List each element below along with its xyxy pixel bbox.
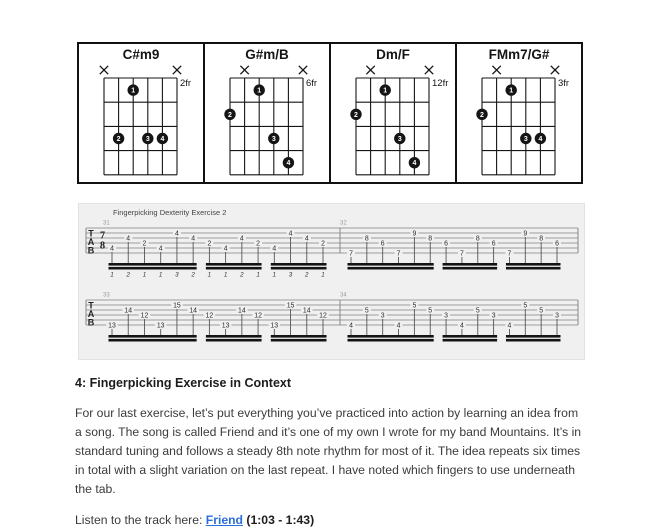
listen-line xyxy=(75,513,588,527)
tab-fret-number: 5 xyxy=(523,302,528,310)
fingering-number: 3 xyxy=(288,271,293,279)
tab-fret-number: 4 xyxy=(175,230,179,238)
tab-fret-number: 7 xyxy=(396,250,401,258)
beam xyxy=(348,335,434,338)
track-time-range: (1:03 - 1:43) xyxy=(246,513,315,527)
tab-fret-number: 4 xyxy=(223,245,228,253)
beam xyxy=(206,263,262,266)
chord-diagram xyxy=(457,44,581,182)
svg-text:3: 3 xyxy=(397,136,402,143)
fingering-number: 1 xyxy=(223,271,228,279)
section-heading: 4: Fingerpicking Exercise in Context xyxy=(75,376,292,390)
tab-fret-number: 12 xyxy=(140,312,149,320)
tab-fret-number: 8 xyxy=(475,235,480,243)
tab-fret-number: 3 xyxy=(444,312,448,320)
tab-fret-number: 8 xyxy=(364,235,369,243)
measure-number: 32 xyxy=(340,220,347,227)
chord-diagrams-panel xyxy=(77,42,583,184)
tab-fret-number: 4 xyxy=(191,235,196,243)
svg-text:4: 4 xyxy=(538,136,543,143)
beam xyxy=(506,335,561,338)
fingering-number: 1 xyxy=(256,271,260,279)
svg-text:4: 4 xyxy=(286,160,291,168)
chord-name: Dm/F xyxy=(376,47,410,62)
fingering-number: 1 xyxy=(321,271,325,279)
fingering-number: 3 xyxy=(175,271,179,279)
beam xyxy=(271,335,327,338)
tab-fret-number: 4 xyxy=(239,235,244,243)
beam xyxy=(506,263,561,266)
tab-fret-number: 8 xyxy=(539,235,544,243)
measure-number: 31 xyxy=(103,220,110,227)
tab-fret-number: 12 xyxy=(254,312,262,320)
measure-number: 33 xyxy=(103,292,110,299)
tab-fret-number: 3 xyxy=(380,312,385,320)
chord-grid-svg xyxy=(457,44,581,182)
chord-grid-svg xyxy=(331,44,455,182)
tab-clef: B xyxy=(87,317,95,328)
tab-fret-number: 4 xyxy=(288,230,293,238)
fingering-number: 1 xyxy=(110,271,114,279)
tab-fret-number: 4 xyxy=(304,235,309,243)
fret-position-label: 6fr xyxy=(306,78,318,89)
svg-text:2: 2 xyxy=(480,111,484,119)
tab-fret-number: 5 xyxy=(539,307,544,315)
tab-clef: B xyxy=(87,245,95,256)
tab-fret-number: 4 xyxy=(349,322,353,330)
svg-text:4: 4 xyxy=(412,160,417,168)
fingering-number: 1 xyxy=(272,271,277,279)
time-signature-bottom: 8 xyxy=(99,240,106,252)
tab-fret-number: 4 xyxy=(396,322,401,330)
tab-title: Fingerpicking Dexterity Exercise 2 xyxy=(113,208,227,217)
svg-text:3: 3 xyxy=(523,136,528,143)
fingering-number: 1 xyxy=(142,271,147,279)
beam xyxy=(443,335,498,338)
tab-fret-number: 6 xyxy=(555,240,559,248)
svg-text:1: 1 xyxy=(131,87,136,95)
tab-fret-number: 14 xyxy=(238,307,246,315)
tab-fret-number: 9 xyxy=(523,230,528,238)
tab-fret-number: 6 xyxy=(444,240,448,248)
tab-fret-number: 4 xyxy=(126,235,131,243)
fret-position-label: 2fr xyxy=(180,78,192,89)
chord-grid-svg xyxy=(205,44,329,182)
tab-fret-number: 2 xyxy=(256,240,260,248)
tab-fret-number: 4 xyxy=(110,245,114,253)
tab-svg xyxy=(79,204,584,359)
svg-text:2: 2 xyxy=(228,111,232,119)
tab-fret-number: 3 xyxy=(491,312,496,320)
tab-fret-number: 5 xyxy=(364,307,369,315)
lesson-text-section xyxy=(75,368,588,527)
tab-fret-number: 15 xyxy=(286,302,295,310)
svg-text:1: 1 xyxy=(509,87,514,95)
tab-clef: T xyxy=(88,300,94,311)
tab-fret-number: 13 xyxy=(270,322,279,330)
tab-fret-number: 15 xyxy=(173,302,181,310)
beam xyxy=(271,263,327,266)
chord-diagram xyxy=(205,44,331,182)
tab-fret-number: 2 xyxy=(207,240,212,248)
tab-clef: A xyxy=(87,309,95,319)
svg-text:3: 3 xyxy=(145,136,150,143)
tab-fret-number: 12 xyxy=(205,312,214,320)
svg-text:1: 1 xyxy=(257,87,262,95)
tab-fret-number: 4 xyxy=(272,245,277,253)
tab-fret-number: 2 xyxy=(321,240,325,248)
tab-fret-number: 6 xyxy=(380,240,385,248)
measure-number: 34 xyxy=(340,292,347,299)
fret-position-label: 12fr xyxy=(432,78,449,89)
fingering-number: 1 xyxy=(207,271,212,279)
tab-fret-number: 5 xyxy=(428,307,433,315)
tab-fret-number: 5 xyxy=(475,307,480,315)
tab-fret-number: 7 xyxy=(507,250,512,258)
tab-clef: A xyxy=(87,237,95,247)
tab-fret-number: 7 xyxy=(349,250,353,258)
tab-fret-number: 3 xyxy=(555,312,559,320)
svg-text:2: 2 xyxy=(116,136,121,143)
chord-grid-svg xyxy=(79,44,203,182)
tab-fret-number: 14 xyxy=(124,307,133,315)
tab-fret-number: 13 xyxy=(156,322,165,330)
chord-name: G#m/B xyxy=(245,47,289,62)
chord-name: C#m9 xyxy=(122,47,160,62)
chord-diagram xyxy=(79,44,205,182)
tab-fret-number: 4 xyxy=(507,322,512,330)
beam xyxy=(109,335,197,338)
fingering-number: 2 xyxy=(191,271,195,279)
body-paragraph: For our last exercise, let’s put everything you’ve practiced into action by learning an idea from a song. The song is called Friend and it’s one of my own I wrote for my band Mountains. It’s in standard tuning and follows a steady 8th note rhythm for most of it. The idea repeats six times in total with a slight variation on the last repeat. I have noted which fingers to use underneath the tab. xyxy=(75,406,582,496)
beam xyxy=(109,263,197,266)
chord-name: FMm7/G# xyxy=(488,47,550,62)
tab-fret-number: 13 xyxy=(108,322,116,330)
tab-fret-number: 4 xyxy=(460,322,464,330)
svg-text:3: 3 xyxy=(271,136,276,143)
fret-position-label: 3fr xyxy=(558,78,570,89)
svg-text:1: 1 xyxy=(383,87,388,95)
tab-fret-number: 7 xyxy=(460,250,464,258)
beam xyxy=(348,263,434,266)
tab-fret-number: 2 xyxy=(142,240,147,248)
tab-fret-number: 14 xyxy=(189,307,197,315)
tab-fret-number: 5 xyxy=(412,302,417,310)
svg-text:2: 2 xyxy=(354,111,358,119)
friend-track-link[interactable]: Friend xyxy=(205,513,243,527)
tab-fret-number: 9 xyxy=(412,230,417,238)
fingering-number: 2 xyxy=(240,271,244,279)
tab-clef: T xyxy=(88,228,94,239)
time-signature-top: 7 xyxy=(99,230,106,242)
svg-text:4: 4 xyxy=(160,136,165,143)
tab-fret-number: 8 xyxy=(428,235,433,243)
listen-prefix: Listen to the track here: xyxy=(75,513,206,527)
tab-fret-number: 13 xyxy=(221,322,230,330)
tab-fret-number: 6 xyxy=(491,240,496,248)
chord-diagram xyxy=(331,44,457,182)
fingering-number: 2 xyxy=(305,271,309,279)
fingering-number: 2 xyxy=(126,271,130,279)
tab-fret-number: 14 xyxy=(302,307,311,315)
beam xyxy=(206,335,262,338)
fingering-number: 1 xyxy=(158,271,163,279)
tab-fret-number: 12 xyxy=(319,312,327,320)
tab-fret-number: 4 xyxy=(158,245,163,253)
beam xyxy=(443,263,498,266)
tab-notation-panel xyxy=(78,203,585,360)
